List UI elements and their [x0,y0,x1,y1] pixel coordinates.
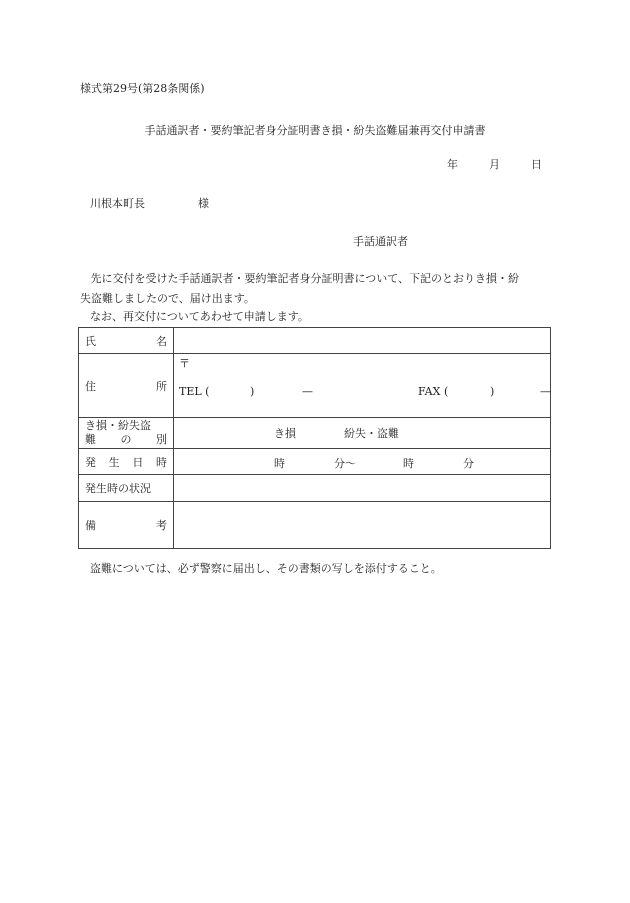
row-address [79,354,551,418]
name-field[interactable] [174,328,551,354]
address-field[interactable] [174,354,551,418]
tel-label: TEL ( [179,385,210,398]
postal-mark: 〒 [179,357,190,370]
address-label: 住 所 [79,354,174,418]
category-field [174,418,551,449]
date-line [447,156,542,172]
situation-label: 発生時の状況 [79,475,174,502]
category-option-loss-theft[interactable]: 紛失・盗難 [344,427,399,440]
theft-note: 盗難については、必ず警察に届出し、その書類の写しを添付すること。 [90,562,442,575]
intro-line-2: 失盗難しましたので、届け出ます。 [80,292,255,305]
form-number: 様式第29号(第28条関係) [80,82,205,95]
fax-label: FAX ( [418,385,449,398]
hour-label-end: 時 [403,457,414,470]
intro-line-1: 先に交付を受けた手話通訳者・要約筆記者身分証明書について、下記のとおりき損・紛 [90,272,520,285]
fax-close: ) [490,385,495,398]
row-remarks [79,502,551,549]
intro-line-3: なお、再交付についてあわせて申請します。 [90,310,309,323]
remarks-label: 備 考 [79,502,174,549]
date-year: 年 [447,158,458,171]
tel-close: ) [250,385,255,398]
date-day: 日 [531,158,542,171]
date-month: 月 [489,158,500,171]
name-label: 氏 名 [79,328,174,354]
applicant-label: 手話通訳者 [353,235,408,248]
situation-field[interactable] [174,475,551,502]
datetime-label: 発 生 日 時 [79,449,174,475]
remarks-field[interactable] [174,502,551,549]
datetime-field[interactable] [174,449,551,475]
hour-label-start: 時 [274,457,285,470]
application-table [78,327,551,549]
row-category [79,418,551,449]
fax-dash: — [540,385,551,398]
row-name [79,328,551,354]
addressee: 川根本町長 [90,197,145,210]
category-option-damage[interactable]: き損 [274,427,296,440]
honorific: 様 [198,197,209,210]
form-title: 手話通訳者・要約筆記者身分証明書き損・紛失盗難届兼再交付申請書 [144,124,486,137]
minute-label-end: 分 [463,457,474,470]
row-situation [79,475,551,502]
row-datetime [79,449,551,475]
tel-dash: — [302,385,313,398]
category-label: き損・紛失盗 難 の 別 [79,418,174,449]
minute-label-start: 分〜 [334,457,356,470]
